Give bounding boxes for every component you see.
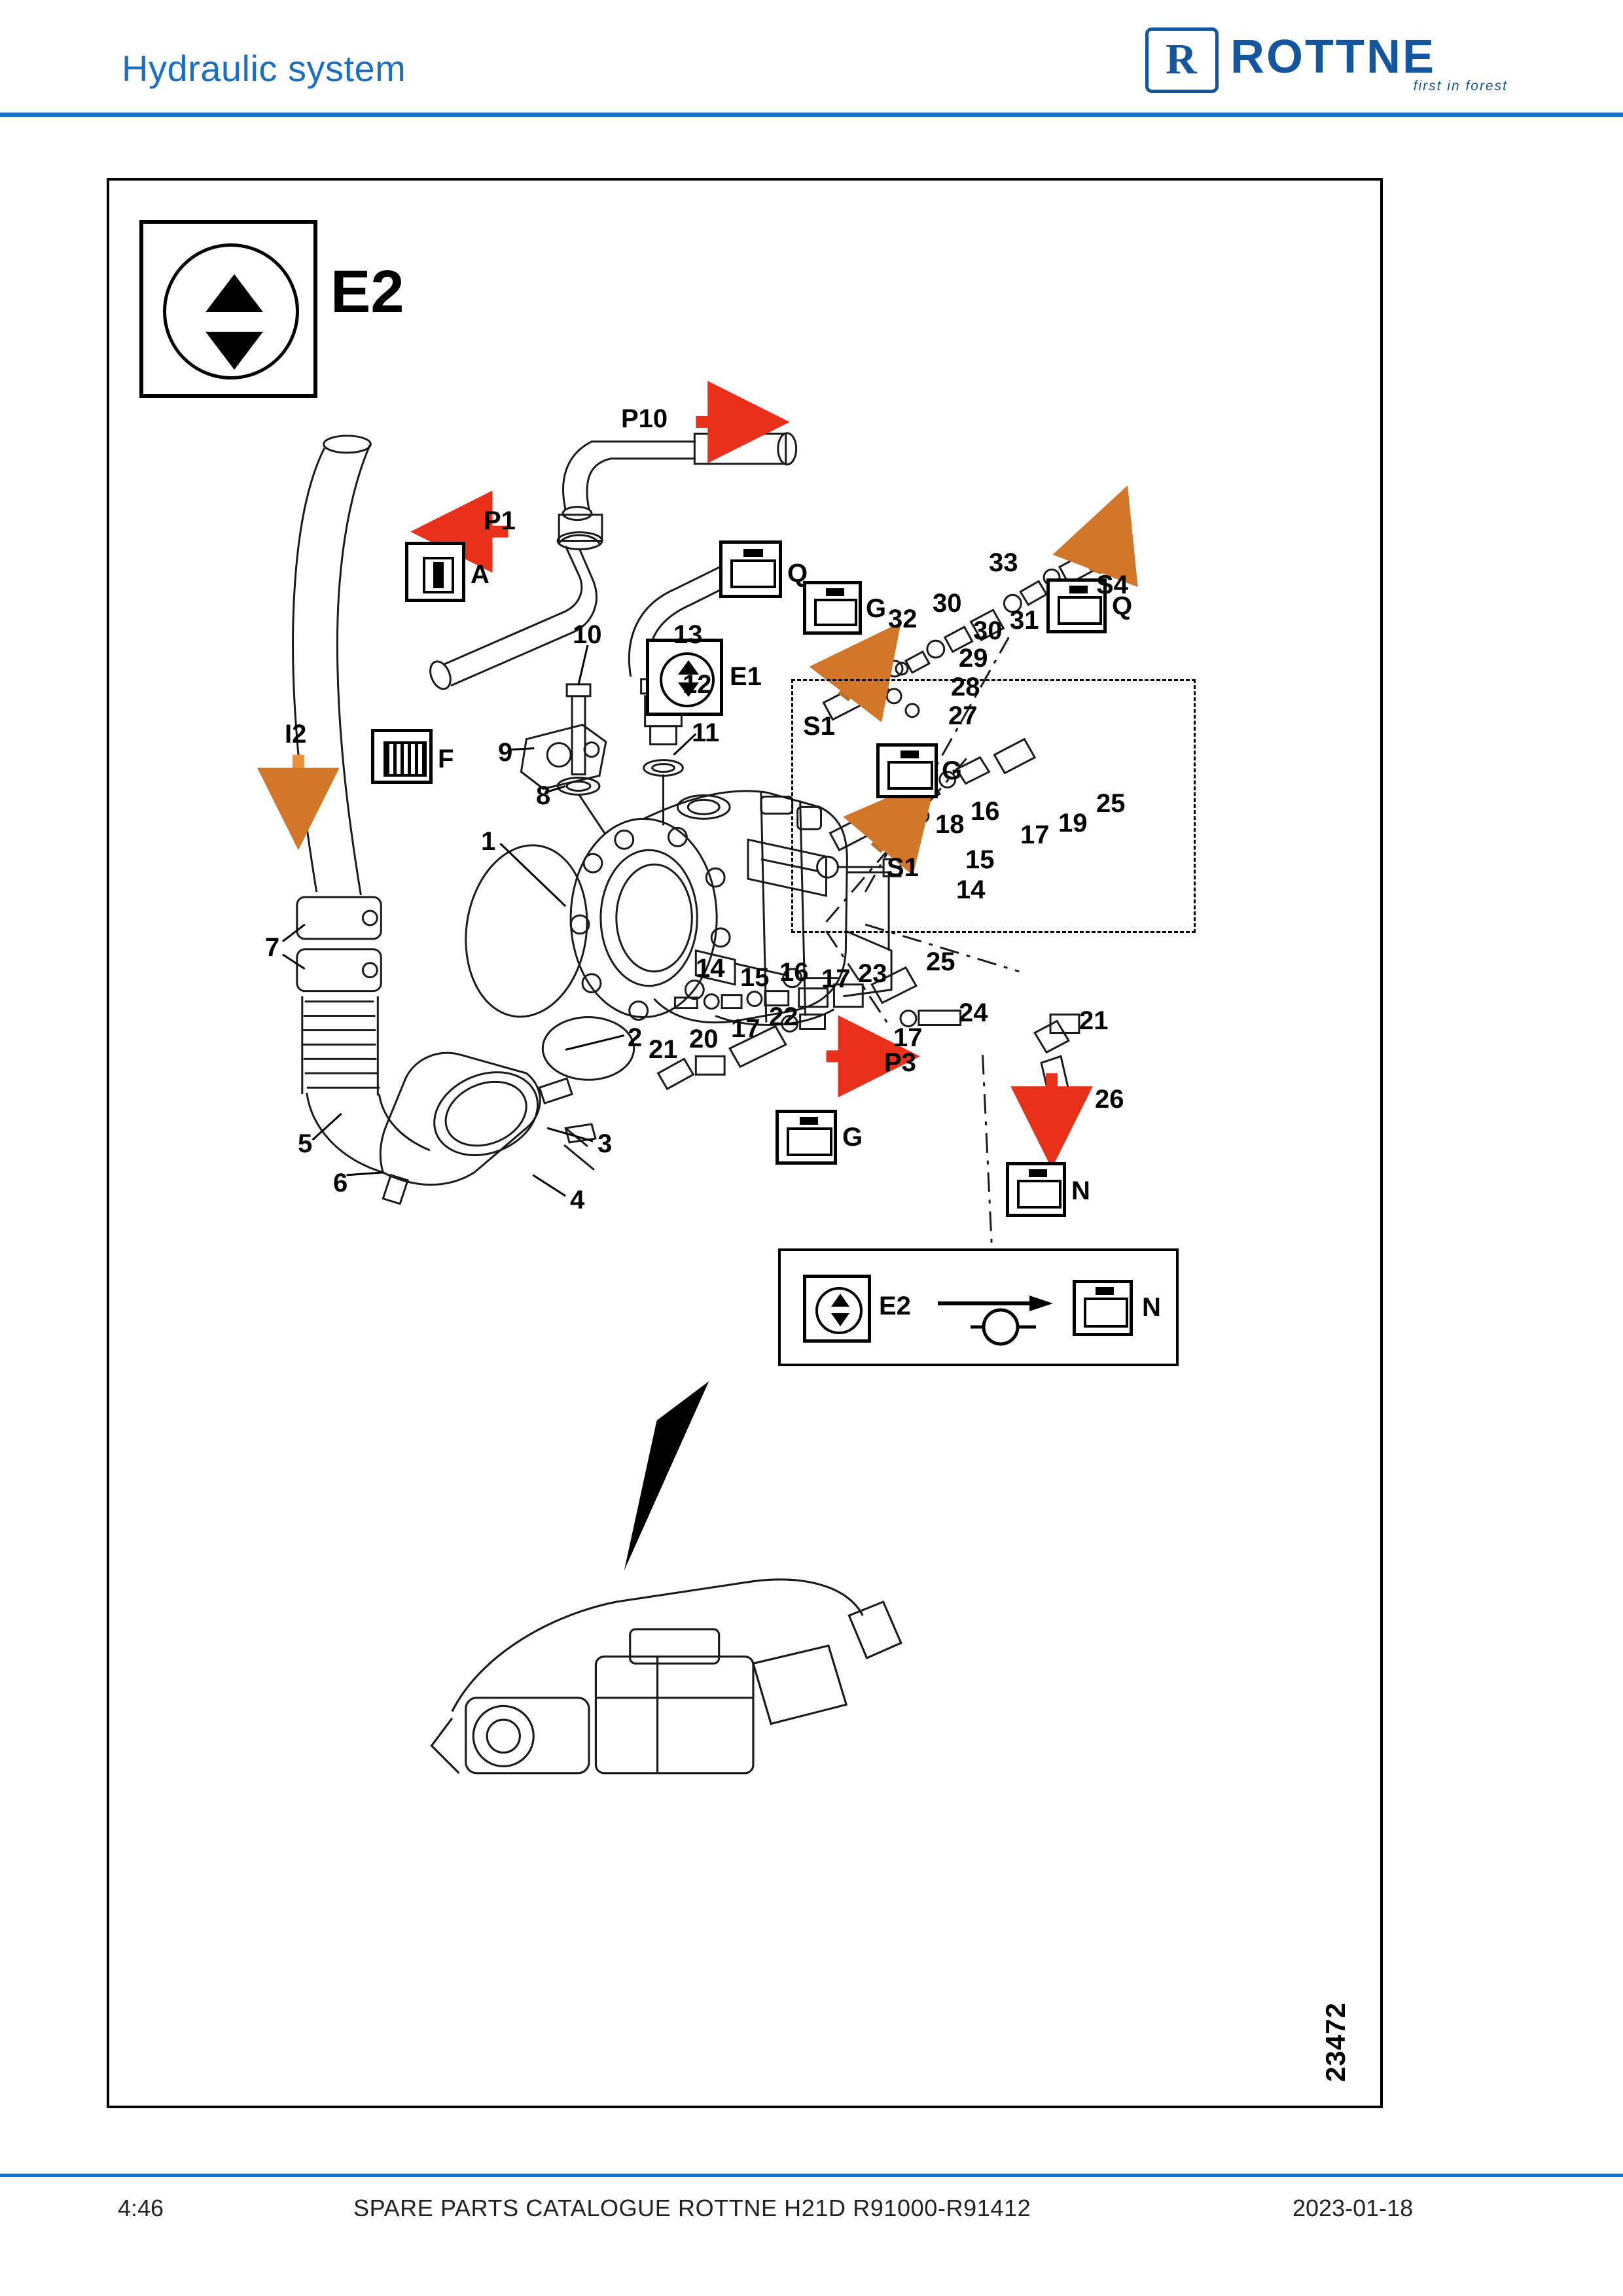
e2-circle-icon (163, 243, 299, 380)
callout-19: 19 (1058, 809, 1088, 838)
triangle-up-icon (205, 274, 263, 312)
legend-label-n: N (1142, 1293, 1161, 1322)
callout-15-a: 15 (965, 845, 995, 874)
legend-box (778, 1248, 1179, 1366)
port-label-s1-upper: S1 (803, 712, 835, 741)
page-footer (0, 2185, 1623, 2244)
callout-21-b: 21 (1079, 1006, 1109, 1035)
logo-wordmark: ROTTNE (1230, 31, 1436, 83)
connector-label-e1: E1 (730, 662, 762, 691)
callout-3: 3 (597, 1129, 613, 1158)
callout-1: 1 (481, 827, 496, 856)
callout-23: 23 (858, 959, 887, 988)
page-title: Hydraulic system (122, 48, 406, 89)
footer-page-number: 4:46 (118, 2195, 164, 2221)
callout-7: 7 (265, 933, 280, 962)
callout-21-a: 21 (649, 1035, 678, 1064)
callout-25-a: 25 (1096, 789, 1126, 818)
connector-icon-g-3 (776, 1110, 837, 1165)
callout-15-b: 15 (740, 963, 770, 992)
callout-14-b: 14 (696, 954, 725, 983)
legend-symbol-e2 (803, 1275, 871, 1343)
callout-10: 10 (573, 620, 602, 649)
brand-logo (1145, 25, 1512, 98)
callout-17-a: 17 (1020, 821, 1050, 849)
callout-5: 5 (298, 1129, 313, 1158)
connector-label-f: F (438, 745, 454, 773)
callout-13: 13 (673, 620, 703, 649)
port-label-s1-lower: S1 (887, 853, 919, 882)
callout-30-a: 30 (973, 616, 1003, 645)
callout-30-b: 30 (933, 589, 962, 618)
connector-label-q-right: Q (1112, 592, 1133, 620)
callout-17-c: 17 (731, 1014, 760, 1043)
callout-2: 2 (628, 1023, 643, 1052)
callout-33: 33 (989, 548, 1018, 577)
legend-arrow-icon (931, 1284, 1095, 1343)
callout-22: 22 (769, 1002, 798, 1031)
port-label-i2: I2 (285, 720, 307, 749)
callout-31: 31 (1010, 606, 1039, 635)
logo-tagline: first in forest (1413, 79, 1508, 94)
callout-29: 29 (959, 644, 988, 673)
triangle-down-icon (205, 332, 263, 370)
callout-26: 26 (1095, 1085, 1124, 1114)
callout-25-b: 25 (926, 947, 955, 976)
connector-icon-a (405, 542, 465, 602)
exploded-diagram (107, 178, 1383, 2108)
footer-catalogue-title: SPARE PARTS CATALOGUE ROTTNE H21D R91000-R91412 (353, 2195, 1031, 2221)
port-label-p10: P10 (621, 404, 668, 433)
connector-icon-n-1 (1006, 1162, 1066, 1217)
symbol-box-e2 (139, 220, 317, 398)
legend-connector-icon-n (1073, 1280, 1133, 1336)
callout-24: 24 (959, 998, 988, 1027)
callout-17-d: 17 (893, 1023, 923, 1052)
connector-label-a: A (471, 560, 490, 589)
legend-label-e2: E2 (879, 1292, 911, 1320)
callout-18: 18 (935, 810, 965, 839)
connector-icon-q-top (719, 540, 782, 598)
drawing-number: 23472 (1320, 2002, 1351, 2082)
callout-16-b: 16 (779, 958, 809, 987)
port-label-p1: P1 (484, 506, 516, 535)
callout-8: 8 (536, 781, 551, 810)
connector-icon-g-1 (803, 581, 862, 635)
callout-6: 6 (333, 1169, 348, 1197)
port-label-p3: P3 (884, 1048, 916, 1077)
callout-16-a: 16 (971, 797, 1000, 826)
connector-label-q-top: Q (787, 559, 808, 588)
logo-mark-icon (1145, 27, 1219, 93)
callout-17-b: 17 (821, 964, 851, 993)
logo-letter: R (1166, 35, 1197, 83)
header-divider (0, 113, 1623, 117)
page-header (0, 0, 1623, 115)
connector-label-n-1: N (1071, 1176, 1090, 1205)
connector-label-g-3: G (842, 1123, 863, 1152)
connector-label-g-1: G (866, 594, 887, 623)
callout-4: 4 (570, 1186, 585, 1214)
footer-date: 2023-01-18 (1293, 2195, 1414, 2221)
callout-28: 28 (951, 673, 980, 701)
callout-12: 12 (683, 670, 712, 699)
callout-11: 11 (692, 718, 720, 747)
connector-icon-f (371, 729, 433, 784)
callout-20: 20 (689, 1025, 719, 1053)
footer-divider (0, 2174, 1623, 2177)
callout-14-a: 14 (956, 875, 986, 904)
symbol-label-e2: E2 (330, 258, 404, 325)
callout-9: 9 (498, 738, 513, 767)
callout-32: 32 (888, 605, 918, 633)
callout-27: 27 (948, 701, 978, 730)
port-label-s4: S4 (1096, 571, 1128, 599)
connector-icon-g-2 (876, 743, 938, 798)
connector-label-g-2: G (942, 756, 963, 785)
